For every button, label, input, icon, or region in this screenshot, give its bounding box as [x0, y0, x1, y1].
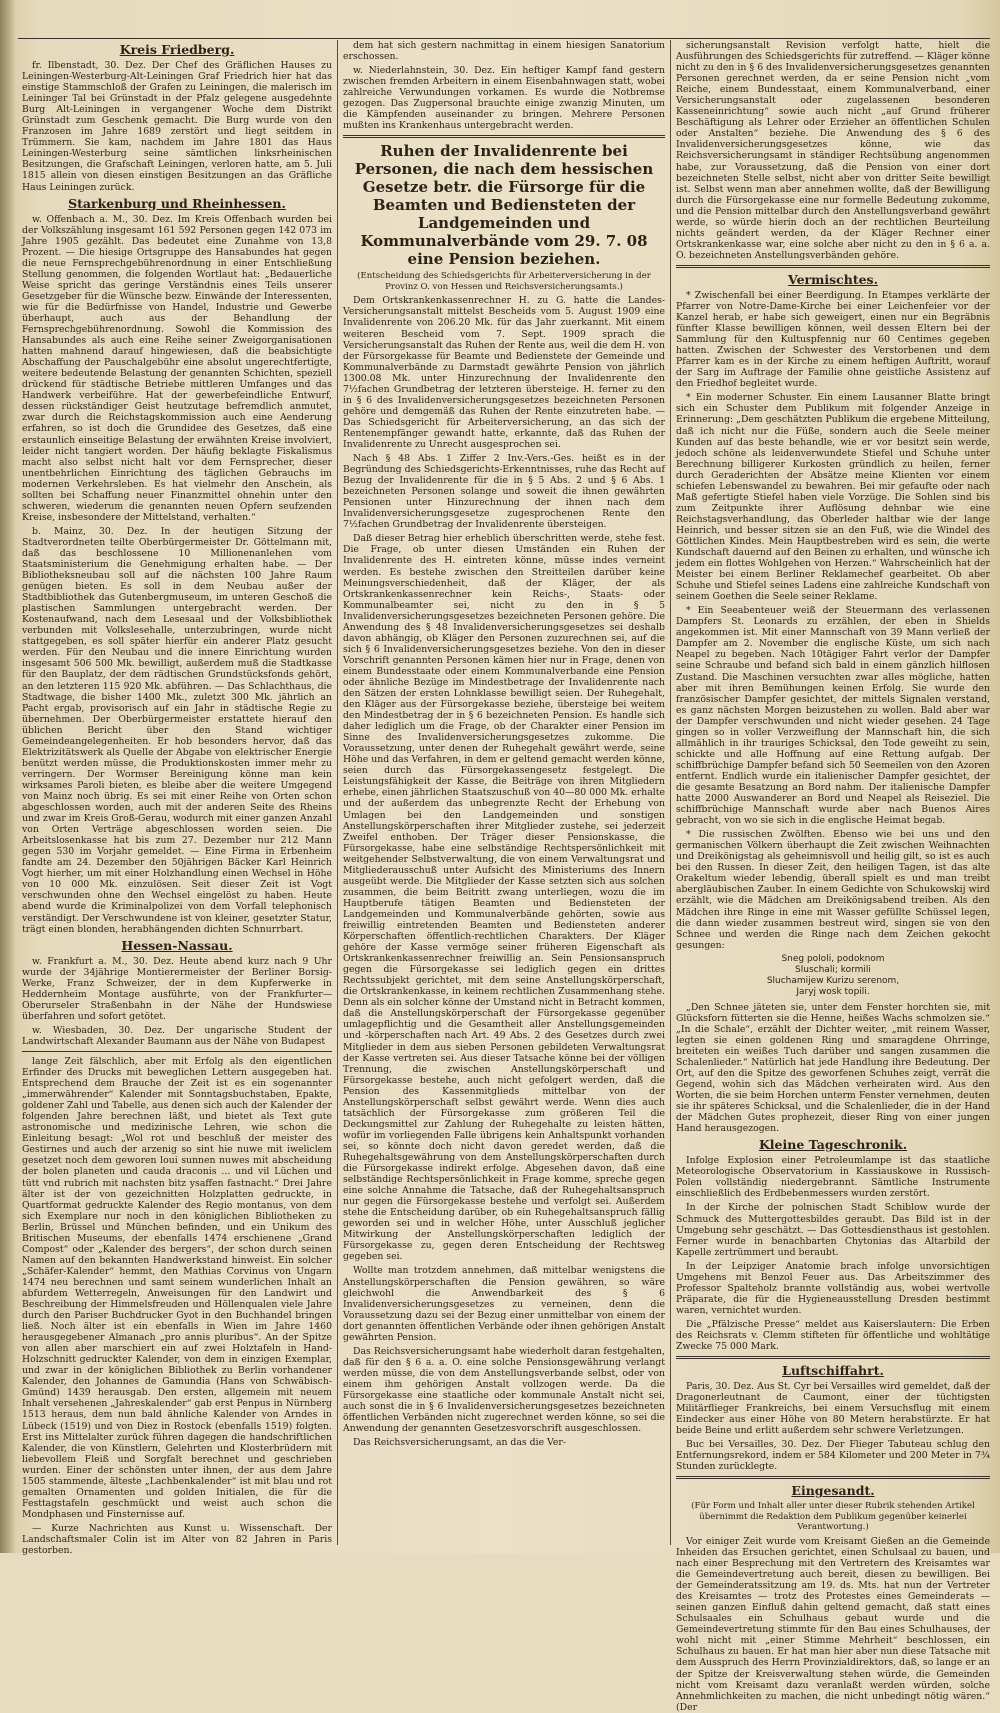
article-paris: Paris, 30. Dez. Aus St. Cyr bei Versailles wird gemeldet, daß der Dragonerleutnant de Caumont, einer der tüchtigsten Militärflieger Frankreichs, bei einem Versuchsflug mit einem Eindecker aus einer Höhe von 80 Metern herabstürzte. Er hat beide Beine und erlitt außerdem sehr schwere Verletzungen.: [676, 1381, 990, 1437]
top-rule: [18, 38, 990, 39]
column-3: [676, 40, 990, 1713]
section-heading-hessen-nassau: Hessen-Nassau.: [121, 937, 233, 953]
page-edge-shadow: [0, 0, 16, 1553]
section-heading-kleine-tageschronik: Kleine Tageschronik.: [758, 1137, 908, 1153]
article-paragraph: Wollte man trotzdem annehmen, daß mittelbar wenigstens die Anstellungskörperschaften die Pension gewähren, so wäre gleichwohl die Anwendbarkeit des § 6 Invalidenversicherungsgesetzes zu verneinen, denn die Voraussetzung dazu sei der Bezug einer unmittelbar von einem der dort genannten öffentlichen Verbände oder ihnen gehörigen Anstalt gewährten Pension.: [343, 1265, 665, 1343]
article-sanatorium: dem hat sich gestern nachmittag in einem hiesigen Sanatorium erschossen.: [343, 40, 665, 63]
article-niederlahnstein: w. Niederlahnstein, 30. Dez. Ein heftiger Kampf fand gestern zwischen fremden Arbeitern in einem Eisenbahnwagen statt, wobei zahlreiche Verwundungen vorkamen. Es wurde die Notbremse gezogen. Das Zugpersonal brauchte einige zwanzig Minuten, um die Kämpfenden auseinander zu bringen. Mehrere Personen mußten ins Krankenhaus untergebracht werden.: [343, 65, 665, 132]
article-paragraph: Dem Ortskrankenkassenrechner H. zu G. hatte die Landes-Versicherungsanstalt mittelst Bescheids vom 5. August 1909 eine Invalidenrente von 206.20 Mk. für das Jahr zuerkannt. Mit einem weiteren Bescheid vom 7. Sept. 1909 sprach die Versicherungsanstalt das Ruhen der Rente aus, weil die dem H. von der Fürsorgekasse für Beamte und Bedienstete der Gemeinde und Kommunalverbände zu Darmstadt gewährte Pension von jährlich 1300.08 Mk. unter Hinzurechnung der Invalidenrente den 7½fachen Grundbetrag der letzteren übersteige. H. ferner zu den in § 6 des Invalidenversicherungsgesetzes bezeichneten Personen gehöre und demgemäß das Ruhen der Rente einzutreten habe. — Das Schiedsgericht für Arbeiterversicherung, an das sich der Rentenempfänger gewandt hatte, erkannte, daß das Ruhen der Invalidenrente zu Unrecht ausgesprochen sei.: [343, 295, 665, 450]
article-wiesbaden: w. Wiesbaden, 30. Dez. Der ungarische Student der Landwirtschaft Alexander Baumann aus der Nähe von Budapest: [22, 1024, 332, 1047]
article-schiblow: In der Kirche der polnischen Stadt Schiblow wurde der Schmuck des Muttergottesbildes geraubt. Das Bild ist in der Umgebung sehr geschätzt. — Das Gottesdiensthaus ist gestohlen. Ferner wurde in benachbarten Chytonias das Altarbild der Kapelle zertrümmert und beraubt.: [676, 1202, 990, 1258]
section-heading-friedberg: Kreis Friedberg.: [119, 42, 235, 57]
article-frankfurt: w. Frankfurt a. M., 30. Dez. Heute abend kurz nach 9 Uhr wurde der 34jährige Montierermeister der Berliner Borsig-Werke, Franz Schweizer, der in dem Kupferwerke in Heddernheim Montage ausführte, von der Frankfurter—Oberurseler Straßenbahn in der Nähe der Hundswiese überfahren und sofort getötet.: [22, 955, 332, 1022]
poem-line: Sluchamijew Kurizu serenom,: [766, 975, 900, 986]
article-leipzig: In der Leipziger Anatomie brach infolge unvorsichtigen Umgehens mit Benzol Feuer aus. Das Arbeitszimmer des Professor Spalteholz brannte vollständig aus, wobei wertvolle Präparate, die für die Hygieneausstellung Dresden bestimmt waren, vernichtet wurden.: [676, 1260, 990, 1316]
article-seeabenteuer: * Ein Seeabenteuer weiß der Steuermann des verlassenen Dampfers St. Leonards zu erzählen, der eben in Shields angekommen ist. Mit einer Mannschaft von 39 Mann verließ der Dampfer am 2. November die englische Küste, um sich nach Neapel zu begeben. Nach 10tägiger Fahrt verlor der Dampfer seine Schraube und befand sich bald in einem gänzlich hilflosen Zustand. Die Maschinen versuchten zwar alles mögliche, hatten aber mit ihren Bemühungen keinen Erfolg. Sie wurde den französischer Dampfer gesichtet, der mittels Signalen verstand, es ganz nächsten Morgen beizustehen zu wollen. Bald aber war der Dampfer verschwunden und nicht wieder gesehen. 24 Tage gingen so in voller Verzweiflung der Mannschaft hin, die sich allmählich in ihr trauriges Schicksal, den Tode geweiht zu sein, schickte und alle Hoffnung auf eine Rettung aufgab. Der schiffbrüchige Dampfer befand sich 50 Seemeilen von den Azoren entfernt. Endlich wurde ein italienischer Dampfer gesichtet, der die gesamte Besatzung an Bord nahm. Der italienische Dampfer hatte 2000 Auswanderer an Bord und Neapel als Reiseziel. Die schiffbrüchige Mannschaft wurde aber nach Buenos Aires gebracht, von wo sie sich in die englische Heimat begab.: [676, 605, 990, 827]
article-headline-invalidenrente: Ruhen der Invalidenrente bei Personen, die nach dem hessischen Gesetze betr. die Fürsorge für die Beamten und Bediensteten der Landgemeinden und Kommunalverbände vom 29. 7. 08 eine Pension beziehen.: [354, 142, 654, 269]
column-2: [343, 40, 665, 1545]
divider: [676, 1356, 990, 1359]
column-1: [22, 40, 332, 1557]
section-heading-eingesandt: Eingesandt.: [791, 1483, 875, 1499]
divider: [343, 135, 665, 138]
article-paragraph: Das Reichsversicherungsamt habe wiederholt daran festgehalten, daß für den § 6 a. a. O. eine solche Pensionsgewährung verlangt werden müsse, die von dem Anstellungsverbande selbst, oder von einem ihm gehörigen Anstalt vollzogen werde. Da die Fürsorgekasse eine staatliche oder kommunale Anstalt nicht sei, auch sonst die in § 6 Invalidenversicherungsgesetzes bezeichneten öffentlichen Verbänden nicht zugerechnet werden könne, so sei die Anwendung der genannten Gesetzesvorschrift ausgeschlossen.: [343, 1345, 665, 1435]
article-explosion: Infolge Explosion einer Petroleumlampe ist das staatliche Meteorologische Observatorium in Kassiauskowe in Russisch-Polen vollständig niedergebrannt. Sämtliche Instrumente einschließlich des Erdbebenmessers wurden zerstört.: [676, 1155, 990, 1200]
article-kaiserslautern: Die „Pfälzische Presse“ meldet aus Kaiserslautern: Die Erben des Reichsrats v. Clemm stifteten für öffentliche und wohltätige Zwecke 75 000 Mark.: [676, 1318, 990, 1353]
article-paragraph: Das Reichsversicherungsamt, an das die Ver-: [353, 1437, 566, 1449]
disclaimer: (Für Form und Inhalt aller unter dieser Rubrik stehenden Artikel übernimmt die Redaktion dem Publikum gegenüber keinerlei Verantwortung.): [691, 1501, 975, 1533]
column-rule-1: [337, 40, 338, 1545]
divider: [676, 1476, 990, 1479]
article-ilbenstadt: fr. Ilbenstadt, 30. Dez. Der Chef des Gräflichen Hauses zu Leiningen-Westerburg-Alt-Leiningen Graf Friedrich hier hat das einstige Stammschloß der Grafen zu Leiningen, die malerisch im Leininger Tal bei Grünstadt in der Pfalz gelegene ausgedehnte Burg Alt-Leiningen in vergangener Woche dem Distrikt Grünstadt zum Geschenk gemacht. Die Burg wurde von den Franzosen im Jahre 1689 zerstört und liegt seitdem in Trümmern. Sie kam, nachdem im Jahre 1801 das Haus Leiningen-Westerburg seine sämtlichen linksrheinischen Besitzungen, die Grafschaft Leiningen, verloren hatte, am 5. Juli 1815 allein von diesen einstigen Besitzungen an das Gräfliche Haus Leiningen zurück.: [22, 60, 332, 193]
section-heading-starkenburg: Starkenburg und Rheinhessen.: [68, 195, 286, 211]
article-buc: Buc bei Versailles, 30. Dez. Der Flieger Tabuteau schlug den Entfernungsrekord, indem er 584 Kilometer und 200 Meter in 7¾ Stunden zurücklegte.: [676, 1439, 990, 1473]
article-inheiden: Vor einiger Zeit wurde vom Kreisamt Gießen an die Gemeinde Inheiden das Ersuchen gerichtet, einen Schulsaal zu bauen, und nach einer Besprechung mit den Vertretern des Kreisamtes war die Gemeindevertretung auch bereit, diesen zu bewilligen. Bei der Gemeinderatssitzung am 19. ds. Mts. hat nun der Vertreter des Kreisamtes — trotz des Protestes eines Gemeinderats — seinen ganzen Einfluß dahin geltend gemacht, daß statt eines Schulsaales ein Schulhaus gebaut wurde und die Gemeindevertretung stimmte für den Bau eines Schulhauses, der wohl nicht mit „einer Stimme Mehrheit“ beschlossen, ein Schulhaus zu bauen. Er hat man hier aber nun diese Tatsache mit dem Ausspruch des Herrn Provinzialdirektors, daß, so lange er an der Spitze der Kreisverwaltung stehen würde, die Gemeinden nicht vom Kreisamt dazu veranlaßt werden würden, solche Annehmlichkeiten zu machen, die nicht unbedingt nötig wären.“ (Der: [676, 1535, 990, 1713]
poem-line: Sluschali; kormili: [795, 964, 871, 975]
divider: [676, 265, 990, 268]
poem-line: Sneg pololi, podoknom: [781, 953, 885, 964]
article-offenbach: w. Offenbach a. M., 30. Dez. Im Kreis Offenbach wurden bei der Volkszählung insgesamt 161 592 Personen gegen 142 073 im Jahre 1905 gezählt. Das bedeutet eine Zunahme von 13,8 Prozent. — Die hiesige Ortsgruppe des Hansabundes hat gegen die neue Fernsprechgebührenordnung in einer Entschließung Stellung genommen, die folgenden Wortlaut hat: „Bedauerliche Weise spricht das geringe Verständnis eines Teils unserer Gesetzgeber für die Wünsche bezw. Einwände der Interessenten, wie für die Bedürfnisse von Handel, Industrie und Gewerbe überhaupt, auch aus der Behandlung der Fernsprechgebührenordnung. Sowohl die Kommission des Hansabundes als auch eine Reihe seiner Zweigorganisationen hatten mahnend darauf hingewiesen, daß die beabsichtigte Abschaffung der Pauschalgebühr eine absolut ungerechtfertigte, weitere bedeutende Belastung der genannten Schichten, speziell drückend für städtische Betriebe mittleren Umfanges und das Handwerk verbeiführe. Hat der gewerbefeindliche Entwurf, dessen rückständiger Geist heutzutage befremdlich anmutet, zwar durch die Reichstagskommission auch eine Aenderung erfahren, so ist doch die Grundidee des Gesetzes, daß eine erstaunlich einseitige Belastung der erwähnten Kreise involviert, leider nicht tangiert worden. Der häufig beklagte Fiskalismus macht also selbst nicht halt vor dem Fernsprecher, dieser unentbehrlichen Einrichtung des täglichen Gebrauchs im modernen Verkehrsleben. Es hat vielmehr den Anschein, als sollten bei Schaffung neuer Finanzmittel ohnehin unter den schweren, wiederum die genannten neuen Opfern seufzenden Kreise, insbesondere der Mittelstand, verhalten.“: [22, 213, 332, 523]
article-subheading-entscheidung: (Entscheidung des Schiedsgerichts für Arbeiterversicherung in der Provinz O. von Hessen und Reichsversicherungsamts.): [357, 271, 651, 292]
article-beerdigung: * Zwischenfall bei einer Beerdigung. In Etampes verklärte der Pfarrer von Notre-Dame-Kirche bei einer Leichenfeier vor der Kanzel herab, er habe sich geweigert, einen nur ein Begräbnis fünfter Klasse bewilligen können, weil dessen Eltern bei der Sammlung für den Kultuspfennig nur 60 Centimes gegeben hatten. Zwischen der Schwester des Verstorbenen und dem Pfarrer kam es in der Kirche zu einem heftigen Auftritt, worauf der Sarg im Auftrage der Familie ohne geistliche Assistenz auf den Friedhof begleitet wurde.: [676, 289, 990, 390]
article-paragraph: „Den Schnee jäteten sie, unter dem Fenster horchten sie, mit Glücksforn fütterten sie die Henne, heißes Wachs schmolzen sie.“ „In die Schale“, erzählt der Dichter weiter, „mit reinem Wasser, legten sie einen goldenen Ring und smaragdene Ohrringe, breiteten ein weißes Tuch darüber und sangen zusammen die Schalenlieder.“ Natürlich hat jede Handlung ihre Bedeutung. Der Ort, auf den die Spitze des geworfenen Schuhes zeigt, verrät die Gegend, wohin sich das Mädchen verheiraten wird. Aus den Worten, die sie beim Horchen unterm Fenster vernehmen, deuten sie ihr späteres Schicksal, und die Schalenlieder, die in der Hand der Mädchen Gutes prophezeit, dieser Ring von einer jungen Hand herausgezogen.: [676, 1001, 990, 1135]
article-schuster: * Ein moderner Schuster. Ein einem Lausanner Blatte bringt sich ein Schuster dem Publikum mit folgender Anzeige in Erinnerung: „Dem geschätzten Publikum die ergebene Mitteilung, daß ich nicht nur die Füße, sondern auch die Seele meiner Kunden auf das beste behandle, wie er vor besitzt sein werde, jedoch schöne als leidenverwundete Stiefel und Schuhe unter Berechnung billigerer Kurkosten gründlich zu heilen, ferner durch Geraderichten der Absätze meine Klienten vor einem schiefen Lebenswandel zu bewahren. Bei mir gefaufte oder nach Maß gefertigte Stiefel haben viele Vorzüge. Die Sohlen sind bis zum Zeitpunkte ihrer Auflösung dehnbar wie eine Reichstagsverhandlung, das Oberleder haltbar wie der lange Heinrich, und besser sitzen sie an den Fuß, wie die Windel des Göttlichen Kindes. Mein Hauptbestreben wird es sein, die werte Kundschaft dauernd auf den Beinen zu erhalten, und wünsche ich jedem ein flottes Wohlgehen von Herzen.“ Wahrscheinlich hat der Meister bei einem Berliner Reklamechef gearbeitet. Ob aber Schuhe und Stiefel seines Ladens eine zahlreiche Kundschaft von seinem Goethen die Seele seiner Reklame.: [676, 392, 990, 603]
article-paragraph: sicherungsanstalt Revision verfolgt hatte, hielt die Ausführungen des Schiedsgerichts für zutreffend. — Kläger könne nicht zu den in § 6 des Invalidenversicherungsgesetzes genannten Personen gerechnet werden, da er seine Pension nicht „vom Reiche, einem Bundesstaat, einem Kommunalverband, einer Versicherungsanstalt oder zugelassenen besonderen Kasseneinrichtung“ sowie auch nicht „auf Grund früherer Beschäftigung als Lehrer oder Erzieher an öffentlichen Schulen oder Anstalten“ beziehe. Die Anwendung des § 6 des Invalidenversicherungsgesetzes könne, wie das Reichsversicherungsamt in ständiger Rechtsübung angenommen habe, zur Voraussetzung, daß die Pension von einer dort bezeichneten Stelle selbst, nicht aber von dritter Seite bewilligt ist. Selbst wenn man aber annehmen wollte, daß der Bewilligung durch die Fürsorgekasse eine nur formelle Bedeutung zukomme, und die Pension mittelbar durch den Anstellungsverband gewährt werde, so würde hierin doch an der rechtlichen Beurteilung nichts geändert werden, da der Kläger Rechner einer Ortskrankenkasse war, eine solche aber nicht zu den in § 6 a. a. O. bezeichneten Anstellungsverbänden gehöre.: [676, 40, 990, 261]
poem-verse: [676, 954, 990, 998]
column-rule-2: [670, 40, 671, 1545]
article-paragraph: Daß dieser Betrag hier erheblich überschritten werde, stehe fest. Die Frage, ob unter diesen Umständen ein Ruhen der Invalidenrente des H. eintreten könne, müsse indes verneint werden. Es bestehe zwischen den Streitteilen darüber keine Meinungsverschiedenheit, daß der Kläger, der als Ortskrankenkassenrechner kein Reichs-, Staats- oder Kommunalbeamter sei, nicht zu den in § 5 Invalidenversicherungsgesetzes bezeichneten Personen gehöre. Die Anwendung des § 48 Invalidenversicherungsgesetzes sei deshalb davon abhängig, ob Kläger den Personen zuzurechnen sei, auf die sich § 6 Invalidenversicherungsgesetzes beziehe. Von den in dieser Vorschrift genannten Personen kämen hier nur in Frage, denen von einem Bundesstaate oder einem Kommunalverbande eine Pension oder ähnliche Bezüge im Mindestbetrage der Invalidenrente nach den Sätzen der ersten Lohnklasse bewilligt seien. Der Ruhegehalt, den Kläger aus der Fürsorgekasse beziehe, übersteige bei weitem den Mindestbetrag der in § 6 bezeichneten Pension. Es handle sich daher lediglich um die Frage, ob der Charakter einer Pension im Sinne des Invalidenversicherungsgesetzes zukomme. Die Voraussetzung, unter denen der Ruhegehalt gewährt werde, seine Höhe und das Verfahren, in dem er geltend gemacht werden könne, seien durch das Fürsorgekassengesetz festgelegt. Die Leistungsfähigkeit der Kasse, die Beiträge von ihren Mitgliedern erhebe, einen jährlichen Staatszuschuß von 40—80 000 Mk. erhalte und der außerdem das unbegrenzte Recht der Erhebung von Umlagen bei den Landgemeinden und sonstigen Anstellungskörperschaften ihrer Mitglieder zustehe, sei jederzeit Zweifel enthoben. Der Träger dieser Pensionskasse, die Fürsorgekasse, habe eine selbständige Rechtspersönlichkeit mit weitgehender Selbstverwaltung, die von einem Verwaltungsrat und Mitgliederausschuß unter Aufsicht des Ministeriums des Innern ausgeübt werde. Die Mitglieder der Kasse setzten sich aus solchen zusammen, die beim Beitritt zwang unterliegen, wozu die im Hauptberufe tätigen Beamten und Bediensteten der Landgemeinden und Kommunalverbände gehörten, sowie aus freiwillig eintretenden Beamten und Bediensteten anderer Körperschaften öffentlich-rechtlichen Charakters. Der Kläger gehöre der Kasse vermöge seiner früheren Eigenschaft als Ortskrankenkassenrechner freiwillig an. Sein Pensionsanspruch gegen die Fürsorgekasse sei lediglich gegen ein drittes Rechtssubjekt gerichtet, mit dem seine Anstellungskörperschaft, die Ortskrankenkasse, in keinem rechtlichen Zusammenhang stehe. Denn als ein solcher könne der Umstand nicht in Betracht kommen, daß die Anstellungskörperschaft der Fürsorgekasse gegenüber umlagepflichtig und die Gesamtheit aller Anstellungsgemeinden und -körperschaften nach Art. 49 Abs. 2 des Gesetzes durch zwei Mitglieder in dem aus sieben Personen gebildeten Verwaltungsrat der Kasse vertreten sei. Aus dieser Tatsache könne bei der völligen Trennung, die zwischen Anstellungskörperschaft und Fürsorgekasse bestehe, auch nicht gefolgert werden, daß die Pension des Kassenmitglieds mittelbar von der Anstellungskörperschaft selbst gewährt werde. Wenn dies auch tatsächlich der Fürsorgekasse zum größeren Teil die Deckungsmittel zur Zahlung der Ruhegehalte zu leisten hätten, wofür im vorliegenden Falle übrigens kein Anhaltspunkt vorhanden sei, so könnte doch nicht davon geredet werden, daß die Ruhegehaltsgewährung von dem Anstellungskörperschaften durch die Fürsorgekasse indirekt erfolge. Abgesehen davon, daß eine selbständige Rechtspersönlichkeit in Frage komme, spreche gegen eine solche Annahme die Tatsache, daß der Ruhegehaltsanspruch nur gegen die Fürsorgekasse bestehe und verfolgt sei. Außerdem stehe die Entscheidung darüber, ob ein Ruhegehaltsanspruch fällig geworden sei und in welcher Höhe, unter Ausschluß jeglicher Mitwirkung der Anstellungskörperschaften lediglich der Fürsorgekasse zu, gegen deren Entscheidung der Rechtsweg gegeben sei.: [343, 533, 665, 1263]
divider: [22, 1051, 332, 1052]
article-kunst-wissenschaft: — Kurze Nachrichten aus Kunst u. Wissenschaft. Der Landschaftsmaler Colin ist im Alter von 82 Jahren in Paris gestorben.: [22, 1522, 332, 1557]
article-mainz: b. Mainz, 30. Dez. In der heutigen Sitzung der Stadtverordneten teilte Oberbürgermeister Dr. Göttelmann mit, daß das beschlossene 10 Millionenanlehen vom Staatsministerium die Genehmigung erhalten habe. — Der Bibliotheksneubau soll auf die nächsten 100 Jahre Raum genügen bieten. Es soll in dem Neubau außer der Stadtbibliothek das Gutenbergmuseum, im unteren Geschoß die plastischen Sammlungen untergebracht werden. Der Kostenaufwand, nach dem Lesesaal und der Volksbibliothek verbunden mit Volkslesehalle, unterzubringen, wurde nicht stattgegeben, es soll später hierfür ein anderer Platz gesucht werden. Für den Neubau und die innere Einrichtung wurden insgesamt 506 500 Mk. bewilligt, außerdem muß die Stadtkasse für den Bauplatz, der dem rädtischen Grundstücksfonds gehört, an den letzteren 115 920 Mk. abführen. — Das Schlachthaus, die Stadtwage, die bisher 1400 Mk., zuletzt 300 Mk. jährlich an Pacht ergab, provisorisch auf ein Jahr in städtische Regie zu übernehmen. Der Oberbürgermeister erstattete hierauf den üblichen Bericht über den Stand wichtiger Gemeindeangelegenheiten. Er hob besonders hervor, daß das Elektrizitätswerk als Quelle der Abgabe von elektrischer Energie benützt werden müsse, die Produktionskosten immer mehr zu verringern. Der Wormser Bereinigung könne man kein wirksames Paroli bieten, es bleibe aber die weitere Umgegend von Mainz noch übrig. Es sei mit einer Reihe von Orten schon abgeschlossen worden, auch mit der anderen Seite des Rheins und zwar im Kreis Groß-Gerau, wodurch mit einer ganzen Anzahl von Orten Verträge abgeschlossen worden seien. Die Arbeitslosenkasse hat bis zum 27. Dezember nur 212 Mann gegen 530 im Vorjahr gemeldet. — Eine Firma in Erbenheim fandte am 24. Dezember den 50jährigen Bäcker Karl Heinrich Vogt hierher, um mit einer Holzhandlung einen Wechsel in Höhe von 10 000 Mk. einzulösen. Seit dieser Zeit ist Vogt verschwunden ohne den Wechsel eingelöst zu haben. Heute abend wurde die Kriminalpolizei von dem Vorfall telephonisch verständigt. Der Verschwundene ist von kleiner, gesetzter Statur, trägt einen blonden, herabhängenden dichten Schnurrbart.: [22, 525, 332, 935]
article-russische-zwoelften: * Die russischen Zwölften. Ebenso wie bei uns und den germanischen Völkern überhaupt die Zeit zwischen Weihnachten und Dreikönigstag als geheimnisvoll und heilig gilt, so ist es auch bei den Russen. In dieser Zeit, den heiligen Tagen, ist das alte Orakeltum wieder lebendig, überall spielt es und man treibt abergläubischen Zauber. In einem Gedichte von Schukowskij wird erzählt, wie die Mädchen am Dreikönigsabend treiben. Als den Mädchen ihre Ringe in eine mit Wasser gefüllte Schüssel legen, die dann wieder zusammen bestreut wird, singen sie von den Schnee und werden die Ringe nach dem Zeichen gekocht gesungen:: [676, 829, 990, 951]
section-heading-vermischtes: Vermischtes.: [788, 271, 878, 287]
poem-line: Jaryj wosk topili.: [796, 986, 870, 997]
article-kalender: lange Zeit fälschlich, aber mit Erfolg als den eigentlichen Erfinder des Drucks mit beweglichen Lettern ausgegeben hat. Entsprechend dem Brauche der Zeit ist es ein sogenannter „immerwährender“ Kalender mit Sonntagsbuchstaben, Epakte, goldener Zahl und Tabelle, aus denen sich auch der Kalender der folgenden Jahre berechnen läßt, und bietet als Text gute astronomische und medizinische Lehren, wie schon die Einleitung besagt: „Wol rot und beschluß der meister des Gestirnes und auch der arzenig so sint hie nuwe mit iweliclem gesetzet noch dem geworen loui sunnen nuwes mit abscheidung der bolen planeten und cauda draconis ... und vil Lüchen und tütt vnd rubrich mit nachsten bitz ysaffen fastnacht.“ Drei Jahre älter ist der von gezeichnitten Holzplatten gedruckte, in Quartformat gedruckte Kalender des Regio montanus, von dem sich Exemplare nur noch in den königlichen Bibliotheken zu Berlin, Brüssel und München befinden, und ein Unikum des Britischen Museums, der ebenfalls 1474 erschienene „Grand Compost“ oder „Kalender des bergers“, der schon durch seinen Namen auf den bekannten Handwerkstand hinweist. Ein solcher „Schäfer-Kalender“ hemmt, den Mathias Corvinus von Ungarn 1474 neu berechnen und samt seinem wunderlichen Inhalt an abfurdem Wetterregeln, Anweisungen für den Landwirt und Beschreibung der Himmelsfreuden und Höllenqualen viele Jahre durch den Pariser Buchdrucker Gyot in den Buchhandel bringen ließ. Noch älter ist ein ebenfalls in Wien im Jahre 1460 herausgegebener Almanach „pro annis pluribus“. An der Spitze von allen aber marschiert ein auf zwei Holztafeln in Hand-Holzschnitt gedruckter Kalender, von dem in einzigen Exemplar, und zwar in der königlichen Bibliothek zu Berlin vorhandener Kalender, den Johannes de Gamundia (Hans von Schwäbisch-Gmünd) 1439 herausgab. Den ersten, allgemein mit neuem Inhalt versehenen „Jahreskalender“ gab erst Penpus in Nürnberg 1513 heraus, dem nun bald ähnliche Kalender von Arndes in Lübeck (1519) und von Diez in Rostock (ebenfalls 1519) folgten. Erst ins Mittelalter zurück führen dagegen die handschriftlichen Kalender, die von Künstlern, Gelehrten und Klosterbrüdern mit liebevollem Fleiß und Sorgfalt berechnet und geschrieben wurden. Einer der schönsten unter ihnen, der aus dem Jahre 1505 stammende, älteste „Lachbenkalender“ ist mit blau und rot gemalten Ornamenten und golden Initialen, die für die Festtagstafeln geschmückt und weist auch schon die Mondphasen und Finsternisse auf.: [22, 1055, 332, 1520]
article-paragraph: Nach § 48 Abs. 1 Ziffer 2 Inv.-Vers.-Ges. heißt es in der Begründung des Schiedsgerichts-Erkenntnisses, ruhe das Recht auf Bezug der Invalidenrente für die in § 5 Abs. 2 und § 6 Abs. 1 bezeichneten Personen solange und soweit die ihnen gewährten Pensionen unter Hinzurechnung der ihnen nach dem Invalidenversicherungsgesetze zugesprochenen Rente den 7½fachen Grundbetrag der Invalidenrente übersteigen.: [343, 453, 665, 531]
section-heading-luftschiffahrt: Luftschiffahrt.: [782, 1363, 884, 1379]
